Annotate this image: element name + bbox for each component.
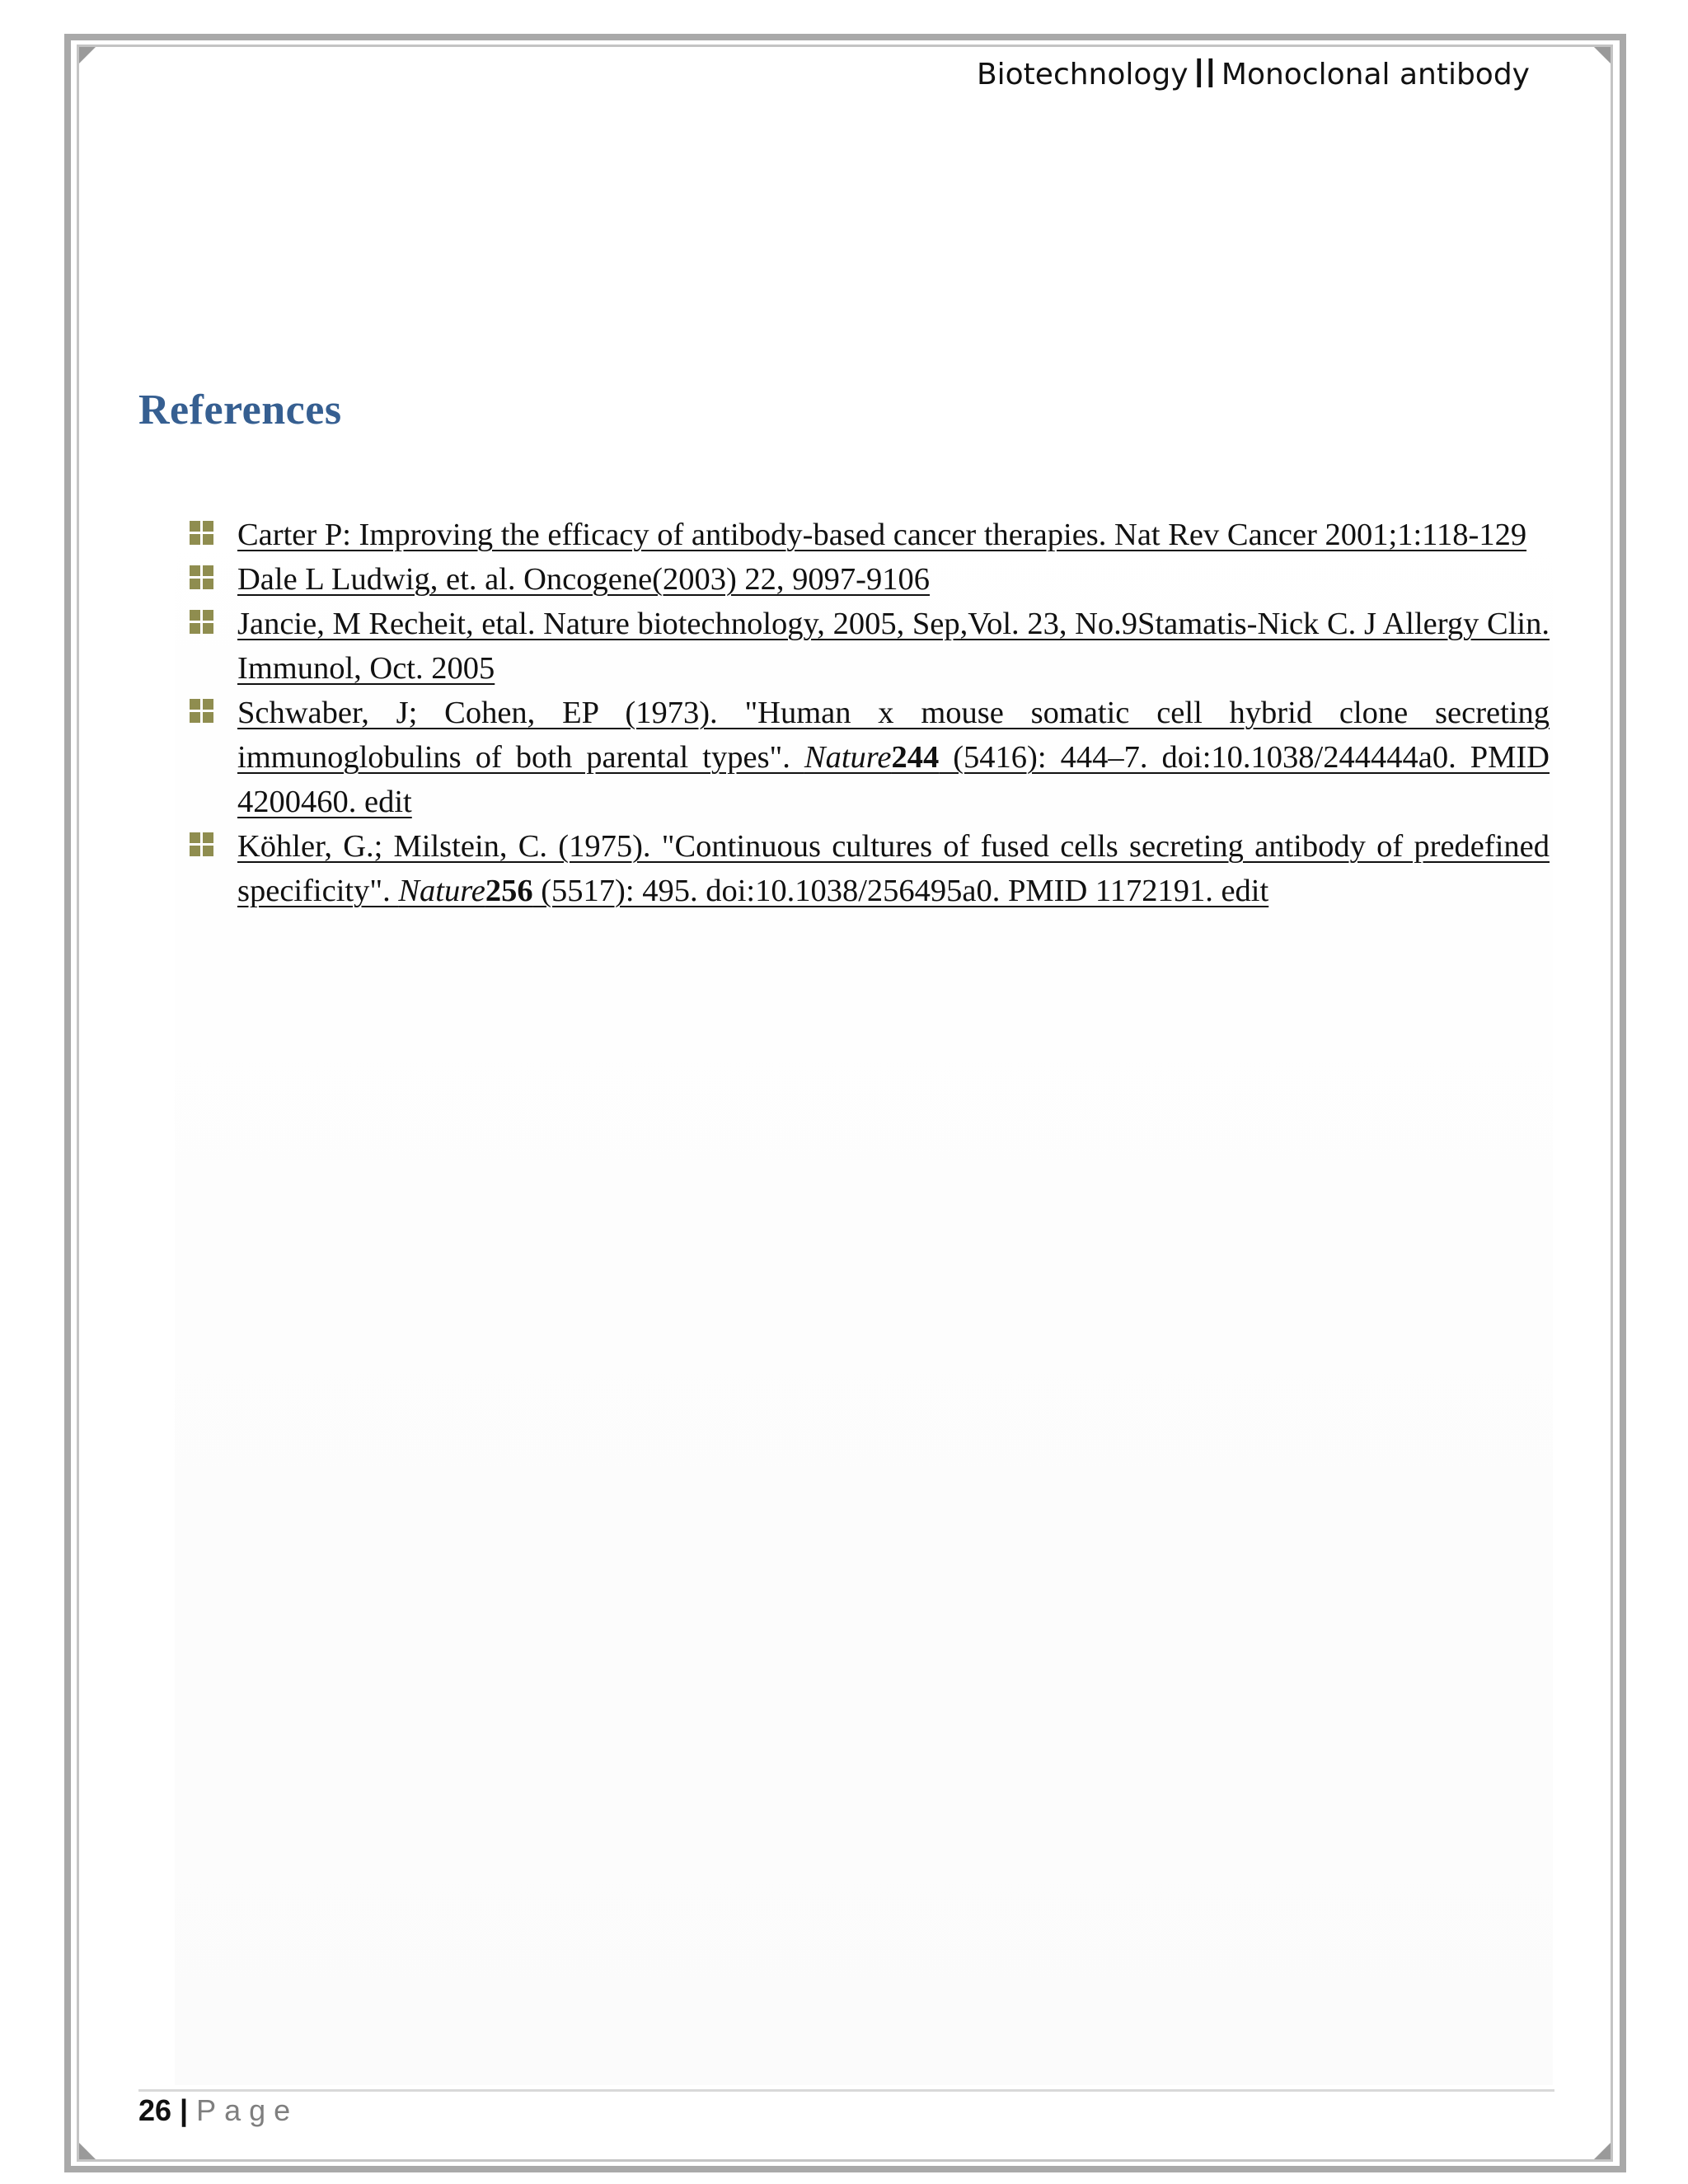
reference-text: Dale L Ludwig, et. al. Oncogene(2003) 22, 9097-9106	[237, 562, 931, 597]
square-bullet-icon	[190, 699, 214, 724]
running-header	[976, 51, 1530, 97]
frame-corner-top-left	[79, 47, 96, 63]
reference-item	[186, 602, 1550, 691]
frame-corner-bottom-left	[79, 2143, 96, 2159]
reference-text: Schwaber, J; Cohen, EP (1973). "Human x mouse somatic cell hybrid clone secreting immunoglobulins of both parental types".	[237, 696, 1550, 775]
square-bullet-icon	[190, 521, 214, 546]
reference-text: Carter P: Improving the efficacy of antibody-based cancer therapies. Nat Rev Cancer 2001;1:118-129	[237, 518, 1527, 552]
reference-text-tail: (5517): 495. doi:10.1038/256495a0. PMID 1172191. edit	[532, 874, 1269, 908]
header-title: Biotechnology	[976, 57, 1189, 91]
reference-text: Köhler, G.; Milstein, C. (1975). "Continuous cultures of fused cells secreting antibody of predefined specificity".	[237, 829, 1550, 908]
reference-item	[186, 691, 1550, 824]
header-separator: II	[1193, 51, 1217, 97]
reference-text-tail: (5416): 444–7. doi:10.1038/244444a0. PMID 4200460. edit	[237, 740, 1550, 819]
reference-list	[186, 513, 1550, 913]
square-bullet-icon	[190, 832, 214, 857]
page-number: 26	[138, 2093, 172, 2127]
reference-text: Jancie, M Recheit, etal. Nature biotechnology, 2005, Sep,Vol. 23, No.9Stamatis-Nick C. J Allergy Clin. Immunol, Oct. 2005	[237, 607, 1550, 686]
footer-rule	[138, 2089, 1554, 2092]
frame-corner-top-right	[1594, 47, 1611, 63]
square-bullet-icon	[190, 610, 214, 635]
reference-item	[186, 824, 1550, 913]
reference-item	[186, 557, 1550, 602]
page-footer	[138, 2093, 298, 2128]
footer-separator: |	[180, 2093, 189, 2127]
reference-volume: 256	[485, 874, 533, 908]
section-heading: References	[138, 387, 342, 434]
page-label: Page	[196, 2093, 299, 2127]
reference-item	[186, 513, 1550, 557]
reference-journal: Nature	[804, 740, 892, 775]
header-subtitle: Monoclonal antibody	[1221, 57, 1530, 91]
frame-corner-bottom-right	[1594, 2143, 1611, 2159]
square-bullet-icon	[190, 565, 214, 590]
reference-volume: 244	[891, 740, 940, 775]
reference-journal: Nature	[398, 874, 485, 908]
